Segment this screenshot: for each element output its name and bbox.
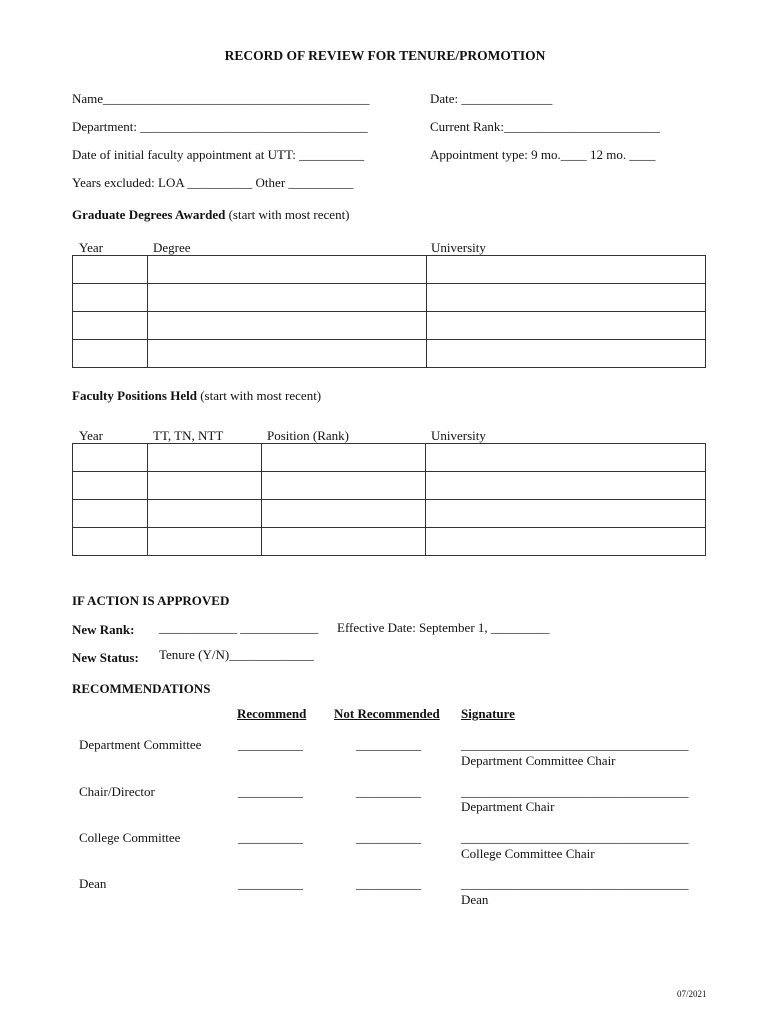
not-recommended-blank[interactable]: __________ <box>356 737 421 752</box>
table-cell[interactable] <box>148 472 262 500</box>
degrees-col-year: Year <box>79 240 103 255</box>
table-cell[interactable] <box>73 312 148 340</box>
new-status-label: New Status: <box>72 650 139 665</box>
signature-line[interactable]: ___________________________________ <box>461 737 689 752</box>
table-cell[interactable] <box>262 528 426 556</box>
signature-label: Department Committee Chair <box>461 753 616 768</box>
table-row <box>73 500 706 528</box>
table-cell[interactable] <box>73 256 148 284</box>
degrees-col-university: University <box>431 240 486 255</box>
positions-col-year: Year <box>79 428 103 443</box>
not-recommended-blank[interactable]: __________ <box>356 830 421 845</box>
rec-row-label: College Committee <box>79 830 181 845</box>
positions-col-type: TT, TN, NTT <box>153 428 224 443</box>
table-cell[interactable] <box>427 312 706 340</box>
not-recommended-blank[interactable]: __________ <box>356 784 421 799</box>
signature-line[interactable]: ___________________________________ <box>461 876 689 891</box>
table-cell[interactable] <box>148 312 427 340</box>
col-recommend: Recommend <box>237 706 307 721</box>
table-cell[interactable] <box>262 500 426 528</box>
table-cell[interactable] <box>73 528 148 556</box>
degrees-col-degree: Degree <box>153 240 191 255</box>
table-row <box>73 444 706 472</box>
table-cell[interactable] <box>73 472 148 500</box>
table-cell[interactable] <box>262 472 426 500</box>
positions-heading <box>72 388 321 404</box>
table-row <box>73 284 706 312</box>
signature-label: Department Chair <box>461 799 555 814</box>
appointment-type-field[interactable]: Appointment type: 9 mo.____ 12 mo. ____ <box>430 147 656 162</box>
table-cell[interactable] <box>426 528 706 556</box>
name-field[interactable]: Name_________________________________________ <box>72 91 370 106</box>
table-cell[interactable] <box>148 340 427 368</box>
date-field[interactable]: Date: ______________ <box>430 91 553 106</box>
department-field[interactable]: Department: ___________________________________ <box>72 119 368 134</box>
table-cell[interactable] <box>73 444 148 472</box>
current-rank-field[interactable]: Current Rank:________________________ <box>430 119 661 134</box>
table-cell[interactable] <box>73 284 148 312</box>
signature-label: College Committee Chair <box>461 846 595 861</box>
table-row <box>73 472 706 500</box>
table-cell[interactable] <box>427 340 706 368</box>
initial-appointment-field[interactable]: Date of initial faculty appointment at UTT: __________ <box>72 147 365 162</box>
not-recommended-blank[interactable]: __________ <box>356 876 421 891</box>
table-cell[interactable] <box>73 500 148 528</box>
table-row <box>73 256 706 284</box>
positions-col-position: Position (Rank) <box>267 428 349 443</box>
table-cell[interactable] <box>427 284 706 312</box>
new-rank-field[interactable]: ____________ ____________ <box>159 620 319 635</box>
signature-line[interactable]: ___________________________________ <box>461 784 689 799</box>
degrees-table <box>72 255 706 368</box>
degrees-heading <box>72 207 350 223</box>
years-excluded-field[interactable]: Years excluded: LOA __________ Other __________ <box>72 175 354 190</box>
recommend-blank[interactable]: __________ <box>238 737 303 752</box>
table-row <box>73 528 706 556</box>
tenure-field[interactable]: Tenure (Y/N)_____________ <box>159 647 314 662</box>
signature-label: Dean <box>461 892 489 907</box>
table-cell[interactable] <box>426 444 706 472</box>
positions-table <box>72 443 706 556</box>
rec-row-label: Dean <box>79 876 107 891</box>
table-cell[interactable] <box>427 256 706 284</box>
footer-date: 07/2021 <box>677 989 707 999</box>
table-cell[interactable] <box>73 340 148 368</box>
recommend-blank[interactable]: __________ <box>238 876 303 891</box>
action-heading: IF ACTION IS APPROVED <box>72 593 230 608</box>
table-cell[interactable] <box>426 500 706 528</box>
page-title: RECORD OF REVIEW FOR TENURE/PROMOTION <box>224 48 546 63</box>
table-cell[interactable] <box>262 444 426 472</box>
table-row <box>73 340 706 368</box>
table-cell[interactable] <box>148 444 262 472</box>
rec-row-label: Department Committee <box>79 737 202 752</box>
table-cell[interactable] <box>148 256 427 284</box>
table-cell[interactable] <box>148 284 427 312</box>
recommend-blank[interactable]: __________ <box>238 830 303 845</box>
recommend-blank[interactable]: __________ <box>238 784 303 799</box>
positions-heading-text: Faculty Positions Held <box>72 388 197 403</box>
recommendations-heading: RECOMMENDATIONS <box>72 681 211 696</box>
table-cell[interactable] <box>148 528 262 556</box>
new-rank-label: New Rank: <box>72 622 135 637</box>
degrees-heading-note: (start with most recent) <box>225 207 350 222</box>
col-not-recommended: Not Recommended <box>334 706 440 721</box>
effective-date-field[interactable]: Effective Date: September 1, _________ <box>337 620 550 635</box>
table-cell[interactable] <box>148 500 262 528</box>
table-cell[interactable] <box>426 472 706 500</box>
degrees-heading-text: Graduate Degrees Awarded <box>72 207 226 222</box>
table-row <box>73 312 706 340</box>
col-signature: Signature <box>461 706 515 721</box>
rec-row-label: Chair/Director <box>79 784 155 799</box>
positions-col-university: University <box>431 428 486 443</box>
signature-line[interactable]: ___________________________________ <box>461 830 689 845</box>
positions-heading-note: (start with most recent) <box>196 388 322 403</box>
